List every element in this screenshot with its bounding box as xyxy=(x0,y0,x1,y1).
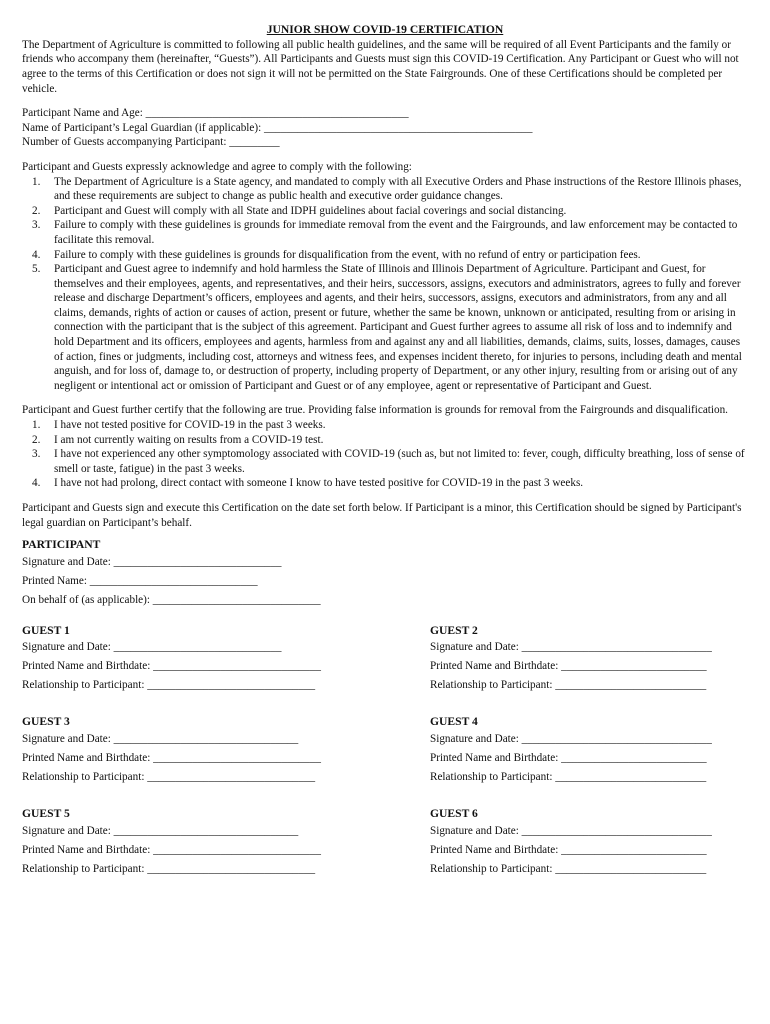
list-item: 4. I have not had prolong, direct contact with someone I know to have tested positive for COVID-19 in the past 3 weeks. xyxy=(32,477,584,490)
guest-printed-name-field[interactable]: Printed Name and Birthdate: __________________________ xyxy=(430,660,707,673)
guest-heading: GUEST 2 xyxy=(430,623,478,637)
agreement-list xyxy=(22,175,748,394)
list-item: 2. I am not currently waiting on results from a COVID-19 test. xyxy=(32,433,324,446)
number-of-guests-field[interactable]: Number of Guests accompanying Participant: _________ xyxy=(22,136,280,149)
list-item: 5. Participant and Guest agree to indemnify and hold harmless the State of Illinois and Illinois Department of Agriculture. Participant and Guest, for themselves and their employees, agents, and representatives, and their heirs, successors, assigns, executors and administrators, agrees to fully and forever release and discharge Department’s officers, employees and agents, and their heirs, successors, assigns, executors and administrators, from any and all claims, demands, rights of action or causes of action, present or future, whether the same be known, unknown or anticipated, resulting from or arising in connection with the participant that is the subject of this agreement. Participant and Guest further agrees to assume all risk of loss and to indemnify and hold Department and its officers, employees and agents, harmless from and against any and all liabilities, demands, claims, suits, losses, damages, causes of action, fines or judgments, including cost, attorneys and witness fees, and expenses incident thereto, for injuries to persons, including death and mental anguish, and for loss of, damage to, or destruction of property, including property of Department, or any other injury, resulting from or arising out of any negligent or intentional act or omission of Participant and Guest or of any employee, agent or representative of Participant and Guest. xyxy=(32,263,742,392)
guest-signature-field[interactable]: Signature and Date: _________________________________ xyxy=(22,732,299,745)
guest-relationship-field[interactable]: Relationship to Participant: ______________________________ xyxy=(22,770,316,783)
participant-heading: PARTICIPANT xyxy=(22,538,101,552)
guest-printed-name-field[interactable]: Printed Name and Birthdate: __________________________ xyxy=(430,843,707,856)
guest-1-section xyxy=(22,624,430,696)
list-item: 2. Participant and Guest will comply with all State and IDPH guidelines about facial coverings and social distancing. xyxy=(32,204,567,217)
guest-printed-name-field[interactable]: Printed Name and Birthdate: ______________________________ xyxy=(22,660,321,673)
guest-heading: GUEST 4 xyxy=(430,715,478,729)
list-item: 4. Failure to comply with these guidelines is grounds for disqualification from the event, with no refund of entry or participation fees. xyxy=(32,248,641,261)
guest-signature-field[interactable]: Signature and Date: __________________________________ xyxy=(430,824,712,837)
guest-heading: GUEST 5 xyxy=(22,806,70,820)
guest-2-section xyxy=(430,624,748,696)
participant-printed-name-field[interactable]: Printed Name: ______________________________ xyxy=(22,574,258,587)
guest-relationship-field[interactable]: Relationship to Participant: ___________________________ xyxy=(430,862,707,875)
list-item: 3. Failure to comply with these guidelines is grounds for immediate removal from the event and the Fairgrounds, and law enforcement may be contacted to facilitate this removal. xyxy=(32,219,738,246)
guest-4-section xyxy=(430,715,748,787)
participant-section xyxy=(22,538,748,610)
guest-signature-field[interactable]: Signature and Date: _________________________________ xyxy=(22,824,299,837)
guest-printed-name-field[interactable]: Printed Name and Birthdate: ______________________________ xyxy=(22,751,321,764)
document-title: JUNIOR SHOW COVID-19 CERTIFICATION xyxy=(266,23,504,36)
guest-relationship-field[interactable]: Relationship to Participant: ______________________________ xyxy=(22,679,316,692)
participant-name-age-field[interactable]: Participant Name and Age: _______________________________________________ xyxy=(22,107,409,120)
participant-behalf-field[interactable]: On behalf of (as applicable): ______________________________ xyxy=(22,593,321,606)
guest-5-section xyxy=(22,807,430,879)
guest-relationship-field[interactable]: Relationship to Participant: ___________________________ xyxy=(430,770,707,783)
guest-heading: GUEST 6 xyxy=(430,806,478,820)
guest-printed-name-field[interactable]: Printed Name and Birthdate: __________________________ xyxy=(430,751,707,764)
list-item: 1. The Department of Agriculture is a State agency, and mandated to comply with all Executive Orders and Phase instructions of the Restore Illinois phases, and these requirements are subject to change as public health and executive order guidance changes. xyxy=(32,175,742,203)
guest-signature-field[interactable]: Signature and Date: __________________________________ xyxy=(430,641,712,654)
list-item: 3. I have not experienced any other symptomology associated with COVID-19 (such as, but not limited to: fever, cough, difficulty breathing, loss of sense of smell or taste, fatigue) in the past 3 weeks. xyxy=(32,448,745,475)
guest-3-section xyxy=(22,715,430,787)
certify-list xyxy=(22,418,748,491)
guests-grid xyxy=(22,624,748,899)
legal-guardian-field[interactable]: Name of Participant’s Legal Guardian (if applicable): ________________________________________________ xyxy=(22,121,533,134)
guest-relationship-field[interactable]: Relationship to Participant: ___________________________ xyxy=(430,679,707,692)
guest-heading: GUEST 3 xyxy=(22,715,70,729)
agreement-intro: Participant and Guests expressly acknowledge and agree to comply with the following: xyxy=(22,160,412,173)
signing-note: Participant and Guests sign and execute this Certification on the date set forth below. If Participant is a minor, this Certification should be signed by Participant's legal guardian on Participant’s behalf. xyxy=(22,502,742,529)
certify-intro: Participant and Guest further certify that the following are true. Providing false information is grounds for removal from the Fairgrounds and disqualification. xyxy=(22,404,728,417)
guest-printed-name-field[interactable]: Printed Name and Birthdate: ______________________________ xyxy=(22,843,321,856)
guest-relationship-field[interactable]: Relationship to Participant: ______________________________ xyxy=(22,862,316,875)
guest-heading: GUEST 1 xyxy=(22,623,70,637)
guest-signature-field[interactable]: Signature and Date: ______________________________ xyxy=(22,641,282,654)
guest-signature-field[interactable]: Signature and Date: __________________________________ xyxy=(430,732,712,745)
guest-6-section xyxy=(430,807,748,879)
list-item: 1. I have not tested positive for COVID-19 in the past 3 weeks. xyxy=(32,419,326,432)
intro-paragraph: The Department of Agriculture is committed to following all public health guidelines, and the same will be required of all Event Participants and the family or friends who accompany them (hereinafter, “Guests”). All Participants and Guests must sign this COVID-19 Certification. Any Participant or Guest who will not agree to the terms of this Certification or does not sign it will not be permitted on the State Fairgrounds. One of these Certifications should be completed per vehicle. xyxy=(22,38,739,95)
participant-signature-field[interactable]: Signature and Date: ______________________________ xyxy=(22,555,282,568)
